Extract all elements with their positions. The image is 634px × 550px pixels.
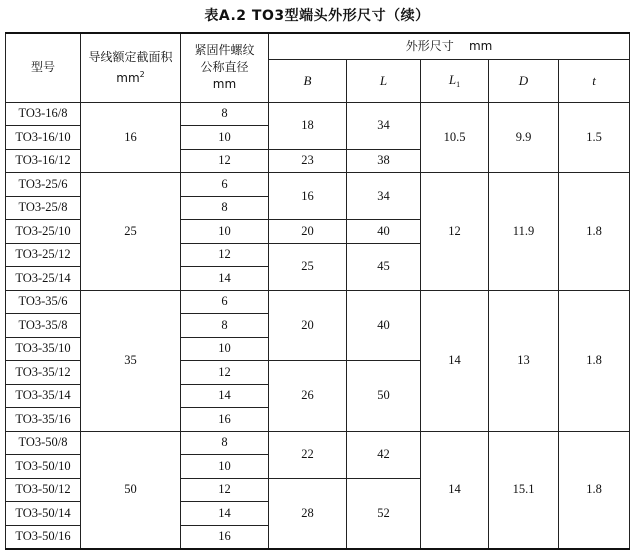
cell-model: TO3-35/10 [6,337,81,361]
header-D: D [489,59,559,102]
cell-model: TO3-35/14 [6,384,81,408]
cell-model: TO3-50/14 [6,502,81,526]
cell-thread: 8 [181,431,269,455]
header-area-unit [81,66,180,87]
cell-thread: 10 [181,455,269,479]
cell-model: TO3-50/8 [6,431,81,455]
cell-model: TO3-25/10 [6,220,81,244]
header-L1 [421,59,489,102]
cell-thread: 6 [181,290,269,314]
cell-thread: 14 [181,384,269,408]
cell-thread: 12 [181,149,269,173]
table-header [6,33,630,102]
header-area [81,33,181,102]
table-body [6,102,630,549]
cell-thread: 10 [181,337,269,361]
cell-L: 50 [347,361,421,432]
cell-model: TO3-25/6 [6,173,81,197]
header-model: 型号 [6,33,81,102]
cell-thread: 14 [181,267,269,291]
cell-B: 16 [269,173,347,220]
cell-L1: 14 [421,290,489,431]
cell-thread: 8 [181,196,269,220]
cell-thread: 6 [181,173,269,197]
cell-area: 16 [81,102,181,173]
table-row [6,431,630,455]
cell-model: TO3-16/8 [6,102,81,126]
header-L: L [347,59,421,102]
cell-thread: 12 [181,478,269,502]
cell-thread: 16 [181,525,269,549]
cell-D: 9.9 [489,102,559,173]
cell-B: 18 [269,102,347,149]
cell-L1: 14 [421,431,489,549]
header-L1-sub: 1 [456,80,461,89]
cell-thread: 12 [181,361,269,385]
cell-D: 13 [489,290,559,431]
cell-L: 38 [347,149,421,173]
header-L1-base: L [448,72,457,87]
cell-thread: 16 [181,408,269,432]
header-dims: 外形尺寸 mm [269,33,630,59]
table-row [6,173,630,197]
cell-L: 40 [347,290,421,361]
cell-model: TO3-50/10 [6,455,81,479]
header-thread-line2: 公称直径 [200,60,249,75]
header-area-unit-text: mm [116,70,140,85]
cell-thread: 10 [181,220,269,244]
cell-L1: 10.5 [421,102,489,173]
cell-t: 1.8 [559,173,630,291]
cell-B: 26 [269,361,347,432]
cell-thread: 10 [181,126,269,150]
cell-model: TO3-35/6 [6,290,81,314]
cell-model: TO3-25/12 [6,243,81,267]
header-thread-line1: 紧固件螺纹 [194,43,255,58]
cell-model: TO3-50/16 [6,525,81,549]
cell-model: TO3-50/12 [6,478,81,502]
cell-t: 1.8 [559,431,630,549]
dimensions-table [5,32,630,550]
cell-L: 42 [347,431,421,478]
cell-L1: 12 [421,173,489,291]
cell-B: 23 [269,149,347,173]
cell-B: 25 [269,243,347,290]
cell-L: 52 [347,478,421,549]
header-thread-unit: mm [212,77,237,92]
cell-thread: 14 [181,502,269,526]
cell-B: 20 [269,220,347,244]
cell-L: 45 [347,243,421,290]
cell-L: 34 [347,173,421,220]
cell-t: 1.8 [559,290,630,431]
cell-model: TO3-25/8 [6,196,81,220]
header-B: B [269,59,347,102]
cell-B: 22 [269,431,347,478]
cell-model: TO3-35/12 [6,361,81,385]
header-area-unit-sup: 2 [139,69,145,79]
cell-D: 15.1 [489,431,559,549]
cell-L: 34 [347,102,421,149]
cell-area: 25 [81,173,181,291]
cell-model: TO3-25/14 [6,267,81,291]
cell-area: 35 [81,290,181,431]
header-thread [181,33,269,102]
cell-B: 20 [269,290,347,361]
cell-area: 50 [81,431,181,549]
table-title: 表A.2 TO3型端头外形尺寸（续） [204,8,430,24]
cell-thread: 8 [181,102,269,126]
header-t: t [559,59,630,102]
cell-B: 28 [269,478,347,549]
cell-model: TO3-16/12 [6,149,81,173]
cell-model: TO3-16/10 [6,126,81,150]
cell-model: TO3-35/16 [6,408,81,432]
cell-D: 11.9 [489,173,559,291]
table-row [6,102,630,126]
cell-t: 1.5 [559,102,630,173]
table-row [6,290,630,314]
cell-model: TO3-35/8 [6,314,81,338]
cell-thread: 8 [181,314,269,338]
cell-L: 40 [347,220,421,244]
header-area-label: 导线额定截面积 [88,49,173,64]
cell-thread: 12 [181,243,269,267]
